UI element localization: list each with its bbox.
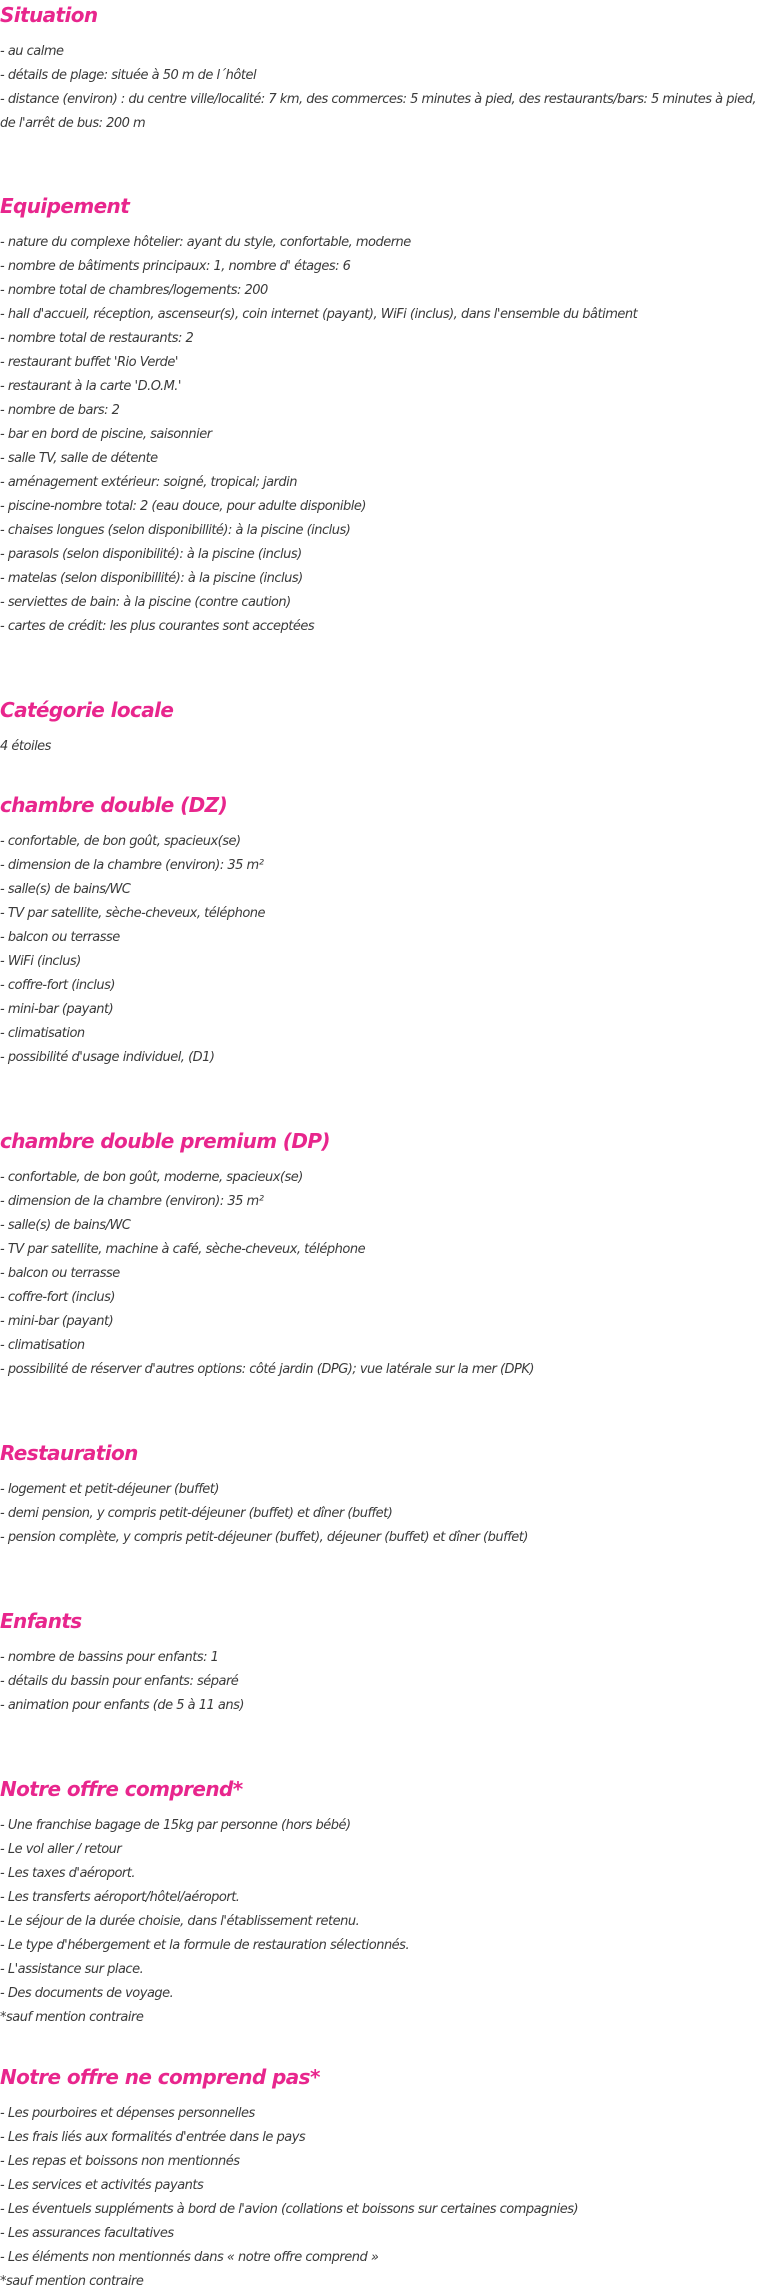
list-item: - demi pension, y compris petit-déjeuner (buffet) et dîner (buffet) [0, 1506, 393, 1521]
list-item: - détails du bassin pour enfants: séparé [0, 1674, 239, 1689]
restauration-list [0, 1478, 758, 1550]
list-item: - balcon ou terrasse [0, 1266, 120, 1281]
list-item: - Les assurances facultatives [0, 2226, 174, 2241]
list-item: - détails de plage: située à 50 m de l´hôtel [0, 68, 257, 83]
list-item: - nombre de bassins pour enfants: 1 [0, 1650, 219, 1665]
list-item: - nombre de bâtiments principaux: 1, nombre d' étages: 6 [0, 259, 351, 274]
list-item: - Les transferts aéroport/hôtel/aéroport. [0, 1890, 240, 1905]
section-categorie-locale [0, 697, 758, 759]
list-item: - animation pour enfants (de 5 à 11 ans) [0, 1698, 244, 1713]
section-equipement [0, 193, 758, 639]
section-situation [0, 2, 758, 136]
list-item: - nombre de bars: 2 [0, 403, 120, 418]
section-title-chambre-double: chambre double (DZ) [0, 793, 228, 817]
list-item: - bar en bord de piscine, saisonnier [0, 427, 212, 442]
section-chambre-double [0, 792, 758, 1070]
section-title-offre-ne-comprend-pas: Notre offre ne comprend pas* [0, 2065, 320, 2089]
list-item: - nature du complexe hôtelier: ayant du style, confortable, moderne [0, 235, 411, 250]
list-item: - WiFi (inclus) [0, 954, 81, 969]
list-item: - Les frais liés aux formalités d'entrée dans le pays [0, 2130, 306, 2145]
list-item: - dimension de la chambre (environ): 35 m² [0, 1194, 264, 1209]
list-item: - nombre total de chambres/logements: 200 [0, 283, 268, 298]
section-offre-ne-comprend-pas [0, 2064, 758, 2294]
list-item: - Les éléments non mentionnés dans « notre offre comprend » [0, 2250, 379, 2265]
list-item: - parasols (selon disponibilité): à la piscine (inclus) [0, 547, 302, 562]
footnote: *sauf mention contraire [0, 2010, 144, 2025]
chambre-premium-list [0, 1166, 758, 1382]
section-offre-comprend [0, 1776, 758, 2030]
list-item: - matelas (selon disponibillité): à la piscine (inclus) [0, 571, 303, 586]
list-item: - aménagement extérieur: soigné, tropical; jardin [0, 475, 297, 490]
list-item: - chaises longues (selon disponibillité): à la piscine (inclus) [0, 523, 351, 538]
list-item: - TV par satellite, machine à café, sèche-cheveux, téléphone [0, 1242, 366, 1257]
section-title-situation: Situation [0, 3, 98, 27]
section-enfants [0, 1608, 758, 1718]
list-item: - mini-bar (payant) [0, 1002, 114, 1017]
list-item: - au calme [0, 44, 64, 59]
list-item: - confortable, de bon goût, spacieux(se) [0, 834, 241, 849]
list-item: - confortable, de bon goût, moderne, spacieux(se) [0, 1170, 303, 1185]
list-item: - restaurant buffet 'Rio Verde' [0, 355, 178, 370]
section-title-equipement: Equipement [0, 194, 130, 218]
list-item: - balcon ou terrasse [0, 930, 120, 945]
enfants-list [0, 1646, 758, 1718]
list-item: - mini-bar (payant) [0, 1314, 114, 1329]
list-item: - serviettes de bain: à la piscine (contre caution) [0, 595, 291, 610]
list-item: - possibilité de réserver d'autres options: côté jardin (DPG); vue latérale sur la mer (DPK) [0, 1362, 534, 1377]
section-title-categorie: Catégorie locale [0, 698, 174, 722]
list-item: - nombre total de restaurants: 2 [0, 331, 194, 346]
situation-list [0, 40, 758, 136]
list-item: - coffre-fort (inclus) [0, 978, 115, 993]
section-chambre-double-premium [0, 1128, 758, 1382]
offre-comprend-list [0, 1814, 758, 2030]
list-item: - restaurant à la carte 'D.O.M.' [0, 379, 181, 394]
list-item: - Les repas et boissons non mentionnés [0, 2154, 240, 2169]
list-item: - cartes de crédit: les plus courantes sont acceptées [0, 619, 315, 634]
list-item: - possibilité d'usage individuel, (D1) [0, 1050, 215, 1065]
list-item: - pension complète, y compris petit-déjeuner (buffet), déjeuner (buffet) et dîner (buffet) [0, 1530, 528, 1545]
section-title-restauration: Restauration [0, 1441, 138, 1465]
list-item: - Le type d'hébergement et la formule de restauration sélectionnés. [0, 1938, 410, 1953]
section-title-offre-comprend: Notre offre comprend* [0, 1777, 243, 1801]
list-item: - Les services et activités payants [0, 2178, 204, 2193]
list-item: - salle(s) de bains/WC [0, 1218, 131, 1233]
list-item: - logement et petit-déjeuner (buffet) [0, 1482, 219, 1497]
list-item: - Les pourboires et dépenses personnelles [0, 2106, 255, 2121]
list-item: - Une franchise bagage de 15kg par personne (hors bébé) [0, 1818, 351, 1833]
list-item: - Le vol aller / retour [0, 1842, 122, 1857]
footnote: *sauf mention contraire [0, 2274, 144, 2289]
chambre-double-list [0, 830, 758, 1070]
offre-ne-comprend-pas-list [0, 2102, 758, 2294]
section-title-chambre-premium: chambre double premium (DP) [0, 1129, 330, 1153]
list-item: - salle(s) de bains/WC [0, 882, 131, 897]
list-item: - Les taxes d'aéroport. [0, 1866, 135, 1881]
list-item: - Des documents de voyage. [0, 1986, 174, 2001]
list-item: - coffre-fort (inclus) [0, 1290, 115, 1305]
list-item: - piscine-nombre total: 2 (eau douce, pour adulte disponible) [0, 499, 366, 514]
list-item: - distance (environ) : du centre ville/localité: 7 km, des commerces: 5 minutes à pied, des restaurants/bars: 5 minutes à pied, de l'arrêt de bus: 200 m [0, 92, 756, 131]
list-item: - climatisation [0, 1026, 85, 1041]
list-item: - L'assistance sur place. [0, 1962, 144, 1977]
list-item: - dimension de la chambre (environ): 35 m² [0, 858, 264, 873]
equipement-list [0, 231, 758, 639]
list-item: - TV par satellite, sèche-cheveux, téléphone [0, 906, 266, 921]
list-item: - climatisation [0, 1338, 85, 1353]
list-item: - Le séjour de la durée choisie, dans l'établissement retenu. [0, 1914, 360, 1929]
section-title-enfants: Enfants [0, 1609, 82, 1633]
list-item: - salle TV, salle de détente [0, 451, 158, 466]
list-item: - hall d'accueil, réception, ascenseur(s), coin internet (payant), WiFi (inclus), dans l'ensemble du bâtiment [0, 307, 638, 322]
list-item: - Les éventuels suppléments à bord de l'avion (collations et boissons sur certaines compagnies) [0, 2202, 579, 2217]
section-restauration [0, 1440, 758, 1550]
categorie-value: 4 étoiles [0, 739, 51, 754]
